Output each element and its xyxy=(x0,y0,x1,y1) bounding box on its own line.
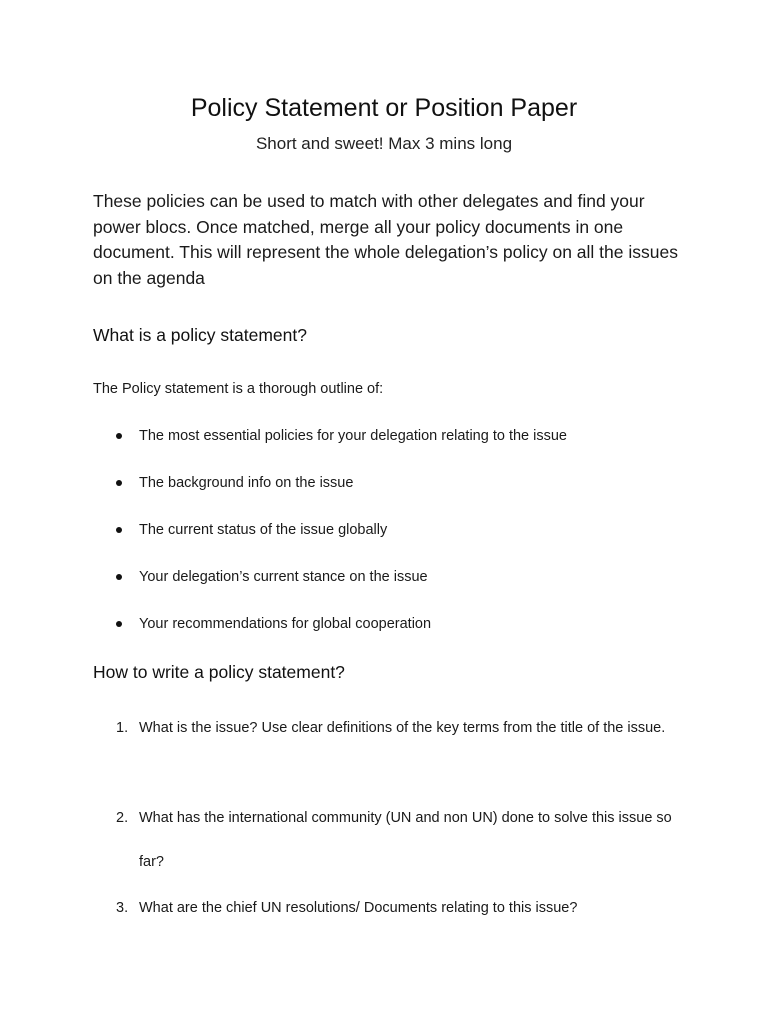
bullet-dot-icon xyxy=(116,574,122,580)
list-item xyxy=(0,567,768,589)
list-item-text: What has the international community (UN and non UN) done to solve this issue so far? xyxy=(139,810,672,870)
bullet-dot-icon xyxy=(116,480,122,486)
list-item xyxy=(0,614,768,636)
bullet-dot-icon xyxy=(116,621,122,627)
list-item-number: 1. xyxy=(116,720,129,736)
document-title: Policy Statement or Position Paper xyxy=(190,94,578,122)
list-item-number: 2. xyxy=(116,810,129,826)
list-item-text: The background info on the issue xyxy=(139,475,354,491)
list-item xyxy=(0,520,768,542)
section-heading-what-is: What is a policy statement? xyxy=(93,325,307,345)
list-item-text: Your recommendations for global cooperation xyxy=(139,616,432,632)
section-heading-how-to: How to write a policy statement? xyxy=(93,662,345,682)
bullet-dot-icon xyxy=(116,433,122,439)
intro-paragraph: These policies can be used to match with other delegates and find your power blocs. Once matched, merge all your policy documents in one document. This will represent the whole delegation’s policy on all the issues on the agenda xyxy=(93,191,678,288)
list-item xyxy=(0,426,768,448)
list-item-text: The most essential policies for your delegation relating to the issue xyxy=(139,428,567,444)
list-item-text: Your delegation’s current stance on the issue xyxy=(139,569,428,585)
list-item xyxy=(0,473,768,495)
list-item-text: What is the issue? Use clear definitions of the key terms from the title of the issue. xyxy=(139,720,666,736)
list-item-text: The current status of the issue globally xyxy=(139,522,388,538)
bullet-dot-icon xyxy=(116,527,122,533)
section-lead-text: The Policy statement is a thorough outline of: xyxy=(93,381,384,397)
list-item-text: What are the chief UN resolutions/ Documents relating to this issue? xyxy=(139,900,578,916)
list-item-number: 3. xyxy=(116,900,129,916)
document-subtitle: Short and sweet! Max 3 mins long xyxy=(255,134,513,153)
